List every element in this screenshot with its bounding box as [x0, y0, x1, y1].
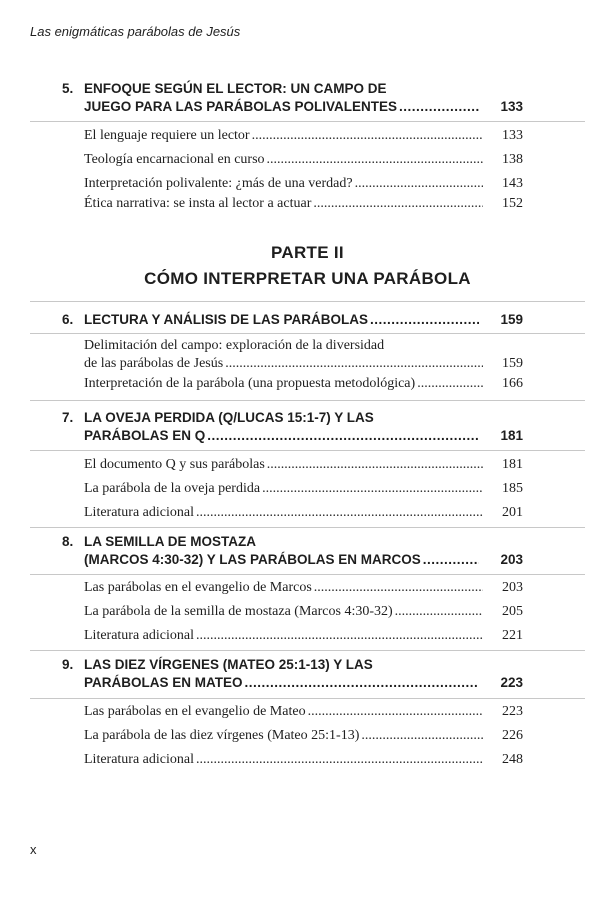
chapter-6-heading[interactable]: [62, 311, 523, 329]
chapter-title-line-1: LECTURA Y ANÁLISIS DE LAS PARÁBOLAS: [84, 312, 369, 327]
entry-title: Teología encarnacional en curso: [84, 152, 265, 167]
chapter-page: 133: [500, 99, 523, 114]
running-head: Las enigmáticas parábolas de Jesús: [30, 24, 241, 39]
divider: [30, 698, 585, 699]
entry-title: La parábola de la oveja perdida: [84, 481, 261, 496]
toc-entry[interactable]: [84, 127, 523, 145]
entry-title: Las parábolas en el evangelio de Mateo: [84, 704, 306, 719]
toc-entry[interactable]: [84, 375, 523, 393]
chapter-number: 6.: [62, 312, 74, 327]
chapter-title-line-1: LA OVEJA PERDIDA (Q/LUCAS 15:1-7) Y LAS: [84, 410, 374, 425]
chapter-page: 181: [500, 428, 523, 443]
entry-title: El lenguaje requiere un lector: [84, 128, 250, 143]
toc-entry[interactable]: [84, 504, 523, 522]
chapter-5-heading[interactable]: [62, 80, 523, 116]
toc-entry[interactable]: [84, 751, 523, 769]
page-number: x: [30, 842, 37, 857]
chapter-7-heading[interactable]: [62, 409, 523, 445]
chapter-number: 5.: [62, 81, 74, 96]
toc-entry[interactable]: [84, 151, 523, 169]
entry-title: Literatura adicional: [84, 752, 194, 767]
chapter-page: 159: [500, 312, 523, 327]
chapter-title-line-1: LAS DIEZ VÍRGENES (MATEO 25:1-13) Y LAS: [84, 657, 373, 672]
entry-title: La parábola de las diez vírgenes (Mateo 25:1-13): [84, 728, 360, 743]
entry-page: 203: [502, 580, 523, 595]
part-title: CÓMO INTERPRETAR UNA PARÁBOLA: [144, 269, 471, 288]
entry-page: 205: [502, 604, 523, 619]
chapter-9-heading[interactable]: [62, 656, 523, 692]
toc-entry[interactable]: [84, 480, 523, 498]
chapter-title-line-1: LA SEMILLA DE MOSTAZA: [84, 534, 256, 549]
entry-page: 248: [502, 752, 523, 767]
entry-page: 138: [502, 152, 523, 167]
chapter-title-line-2: JUEGO PARA LAS PARÁBOLAS POLIVALENTES: [84, 99, 398, 114]
entry-page: 185: [502, 481, 523, 496]
chapter-title-line-1: ENFOQUE SEGÚN EL LECTOR: UN CAMPO DE: [84, 81, 387, 96]
divider: [30, 301, 585, 302]
entry-page: 152: [502, 196, 523, 211]
toc-entry[interactable]: [84, 175, 523, 193]
chapter-8-heading[interactable]: [62, 533, 523, 569]
entry-page: 159: [502, 356, 523, 371]
entry-page: 143: [502, 176, 523, 191]
divider: [30, 650, 585, 651]
entry-page: 223: [502, 704, 523, 719]
toc-entry[interactable]: [84, 603, 523, 621]
entry-title: Literatura adicional: [84, 628, 194, 643]
entry-title: Interpretación polivalente: ¿más de una verdad?: [84, 176, 353, 191]
toc-entry[interactable]: [84, 727, 523, 745]
entry-title-line-2: de las parábolas de Jesús: [84, 356, 224, 371]
chapter-title-line-2: PARÁBOLAS EN Q: [84, 428, 206, 443]
chapter-number: 7.: [62, 410, 74, 425]
toc-entry[interactable]: [84, 337, 523, 373]
entry-page: 133: [502, 128, 523, 143]
chapter-page: 223: [500, 675, 523, 690]
entry-page: 201: [502, 505, 523, 520]
entry-title: El documento Q y sus parábolas: [84, 457, 265, 472]
chapter-number: 9.: [62, 657, 74, 672]
entry-title: Interpretación de la parábola (una propuesta metodológica): [84, 376, 416, 391]
toc-entry[interactable]: [84, 579, 523, 597]
chapter-page: 203: [500, 552, 523, 567]
part-label: PARTE II: [271, 243, 344, 262]
divider: [30, 121, 585, 122]
entry-title-line-1: Delimitación del campo: exploración de la diversidad: [84, 338, 385, 353]
entry-title: La parábola de la semilla de mostaza (Marcos 4:30-32): [84, 604, 393, 619]
entry-title: Las parábolas en el evangelio de Marcos: [84, 580, 312, 595]
entry-page: 166: [502, 376, 523, 391]
chapter-title-line-2: (MARCOS 4:30-32) Y LAS PARÁBOLAS EN MARCOS: [84, 552, 421, 567]
entry-title: Literatura adicional: [84, 505, 194, 520]
divider: [30, 400, 585, 401]
toc-entry[interactable]: [84, 195, 523, 213]
toc-entry[interactable]: [84, 627, 523, 645]
divider: [30, 333, 585, 334]
entry-page: 221: [502, 628, 523, 643]
entry-page: 181: [502, 457, 523, 472]
chapter-title-line-2: PARÁBOLAS EN MATEO: [84, 675, 243, 690]
entry-title: Ética narrativa: se insta al lector a actuar: [84, 196, 312, 211]
divider: [30, 527, 585, 528]
divider: [30, 450, 585, 451]
toc-entry[interactable]: [84, 456, 523, 474]
toc-entry[interactable]: [84, 703, 523, 721]
divider: [30, 574, 585, 575]
entry-page: 226: [502, 728, 523, 743]
chapter-number: 8.: [62, 534, 74, 549]
